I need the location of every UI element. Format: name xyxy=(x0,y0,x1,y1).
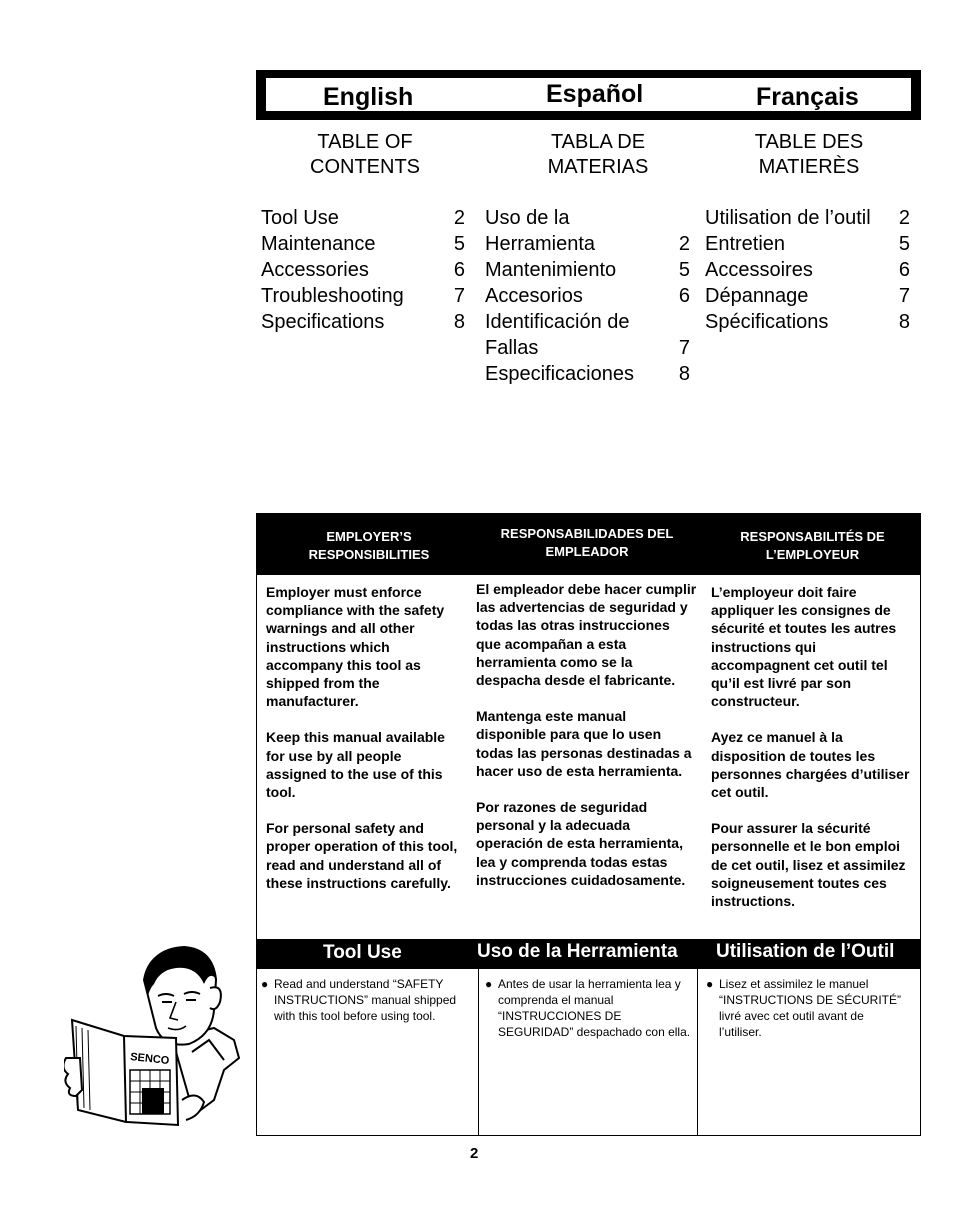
toc-entry-label: Especificaciones xyxy=(485,363,634,385)
toc-entry-label: Dépannage xyxy=(705,285,809,307)
paragraph: Pour assurer la sécurité personnelle et le bon emploi de cet outil, lisez et assimilez soigneusement toutes ces instructions. xyxy=(711,820,906,910)
bullet-text: Lisez et assimilez le manuel “INSTRUCTIONS DE SÉCURITÉ” livré avec cet outil avant de l’utiliser. xyxy=(719,977,902,1039)
toc-entry-label: Entretien xyxy=(705,233,786,255)
toc-entry[interactable] xyxy=(705,309,910,335)
toc-entry-page: 5 xyxy=(678,259,690,281)
toc-entry-label: Accessories xyxy=(261,259,369,281)
toc-entry-label: Herramienta xyxy=(485,233,596,255)
toc-entry[interactable] xyxy=(705,283,910,309)
toc-entry[interactable] xyxy=(261,309,465,335)
toc-entry[interactable] xyxy=(705,257,910,283)
tool-use-bullet-english xyxy=(261,976,466,1024)
language-espanol: Español xyxy=(546,80,644,108)
toc-entry-label: Utilisation de l’outil xyxy=(705,207,871,229)
heading-line: EMPLOYER’S xyxy=(326,529,412,544)
tool-use-heading-francais: Utilisation de l’Outil xyxy=(716,941,895,962)
paragraph: Employer must enforce compliance with the safety warnings and all other instructions which accompany this tool as shipped from the manufacturer. xyxy=(266,584,445,710)
toc-entry-label: Tool Use xyxy=(261,207,339,229)
toc-entry-page: 6 xyxy=(453,259,465,281)
toc-entry-page: 7 xyxy=(898,285,910,307)
paragraph: Mantenga este manual disponible para que lo usen todas las personas destinadas a hacer uso de esta herramienta. xyxy=(476,708,692,779)
responsibilities-heading-espanol xyxy=(472,525,702,561)
bullet-icon: ● xyxy=(485,977,493,991)
toc-title-line: TABLE OF xyxy=(317,131,413,153)
paragraph: Keep this manual available for use by all people assigned to the use of this tool. xyxy=(266,729,445,801)
bullet-icon: ● xyxy=(261,977,269,991)
language-english: English xyxy=(323,83,414,111)
heading-line: L’EMPLOYEUR xyxy=(765,547,860,562)
responsibilities-heading-francais xyxy=(705,528,920,564)
toc-entry[interactable] xyxy=(485,231,690,257)
paragraph: L’employeur doit faire appliquer les consignes de sécurité et toutes les autres instructions qui accompagnent cet outil tel qu’il est livré par son constructeur. xyxy=(711,584,897,710)
toc-entry-page: 8 xyxy=(898,311,910,333)
toc-entry-page: 8 xyxy=(453,311,465,333)
toc-title-line: MATIERÈS xyxy=(758,156,860,178)
toc-entry-page: 7 xyxy=(453,285,465,307)
paragraph: For personal safety and proper operation of this tool, read and understand all of these instructions carefully. xyxy=(266,820,458,891)
toc-entry-page: 6 xyxy=(898,259,910,281)
toc-entry[interactable] xyxy=(705,231,910,257)
heading-line: RESPONSIBILITIES xyxy=(308,547,430,562)
paragraph: Por razones de seguridad personal y la adecuada operación de esta herramienta, lea y comprenda todas estas instrucciones cuidadosamente. xyxy=(476,799,686,888)
tool-use-heading-english: Tool Use xyxy=(323,942,402,963)
man-reading-manual-illustration xyxy=(64,940,254,1140)
toc-entry[interactable] xyxy=(485,283,690,309)
toc-entry-page: 7 xyxy=(678,337,690,359)
toc-entry-page: 5 xyxy=(898,233,910,255)
toc-entry-page: 2 xyxy=(898,207,910,229)
responsibilities-text-espanol xyxy=(476,580,698,907)
toc-entry-page: 8 xyxy=(678,363,690,385)
toc-entry[interactable] xyxy=(485,257,690,283)
paragraph: Ayez ce manuel à la disposition de toutes les personnes chargées d’utiliser cet outil. xyxy=(711,729,910,801)
toc-entry[interactable] xyxy=(705,205,910,231)
heading-line: RESPONSABILIDADES DEL xyxy=(500,526,674,541)
toc-entry[interactable] xyxy=(261,257,465,283)
toc-entry-page: 5 xyxy=(453,233,465,255)
toc-entry-label: Accessoires xyxy=(705,259,813,281)
tool-use-heading-espanol: Uso de la Herramienta xyxy=(477,941,678,962)
column-divider xyxy=(697,969,698,1135)
language-header-inner xyxy=(266,78,911,111)
toc-entry[interactable] xyxy=(485,205,690,231)
paragraph: El empleador debe hacer cumplir las advertencias de seguridad y todas las otras instrucciones que acompañan a esta herramienta como se la despacha desde el fabricante. xyxy=(476,581,697,689)
page-number: 2 xyxy=(470,1145,479,1162)
tool-use-bullet-espanol xyxy=(485,976,692,1040)
bullet-icon: ● xyxy=(706,977,714,991)
responsibilities-text-francais xyxy=(711,583,917,928)
toc-entry[interactable] xyxy=(261,205,465,231)
toc-entry-page: 2 xyxy=(453,207,465,229)
tool-use-bullet-francais xyxy=(706,976,902,1040)
toc-title-line: CONTENTS xyxy=(310,156,420,178)
toc-entry[interactable] xyxy=(261,231,465,257)
booklet-label: SENCO xyxy=(129,1051,170,1068)
toc-entry-label: Maintenance xyxy=(261,233,376,255)
toc-entry-label: Mantenimiento xyxy=(485,259,617,281)
tool-use-header xyxy=(257,940,920,969)
toc-entry[interactable] xyxy=(261,283,465,309)
toc-entry-page: 6 xyxy=(678,285,690,307)
bullet-text: Read and understand “SAFETY INSTRUCTIONS” manual shipped with this tool before using tool. xyxy=(274,977,457,1023)
column-divider xyxy=(478,969,479,1135)
toc-title-line: MATERIAS xyxy=(547,156,649,178)
toc-entry[interactable] xyxy=(485,335,690,361)
language-francais: Français xyxy=(756,83,859,111)
responsibilities-text-english xyxy=(266,583,462,910)
toc-title-francais xyxy=(709,130,909,180)
toc-list-english xyxy=(261,205,465,335)
toc-entry[interactable] xyxy=(485,309,690,335)
toc-list-francais xyxy=(705,205,910,335)
responsibilities-heading-english xyxy=(269,528,469,564)
toc-entry-label: Specifications xyxy=(261,311,385,333)
toc-entry-label: Accesorios xyxy=(485,285,583,307)
heading-line: EMPLEADOR xyxy=(545,544,629,559)
language-header xyxy=(256,70,921,120)
toc-entry-label: Spécifications xyxy=(705,311,829,333)
toc-entry-label: Uso de la xyxy=(485,207,570,229)
toc-title-english xyxy=(265,130,465,180)
toc-title-line: TABLE DES xyxy=(754,131,864,153)
toc-list-espanol xyxy=(485,205,690,387)
toc-title-espanol xyxy=(498,130,698,180)
toc-entry[interactable] xyxy=(485,361,690,387)
toc-entry-label: Identificación de xyxy=(485,311,630,333)
toc-title-line: TABLA DE xyxy=(550,131,646,153)
responsibilities-header xyxy=(257,514,920,575)
toc-entry-label: Fallas xyxy=(485,337,539,359)
toc-entry-label: Troubleshooting xyxy=(261,285,404,307)
heading-line: RESPONSABILITÉS DE xyxy=(740,529,885,544)
bullet-text: Antes de usar la herramienta lea y comprenda el manual “INSTRUCCIONES DE SEGURIDAD” despachado con ella. xyxy=(498,977,691,1039)
toc-entry-page: 2 xyxy=(678,233,690,255)
